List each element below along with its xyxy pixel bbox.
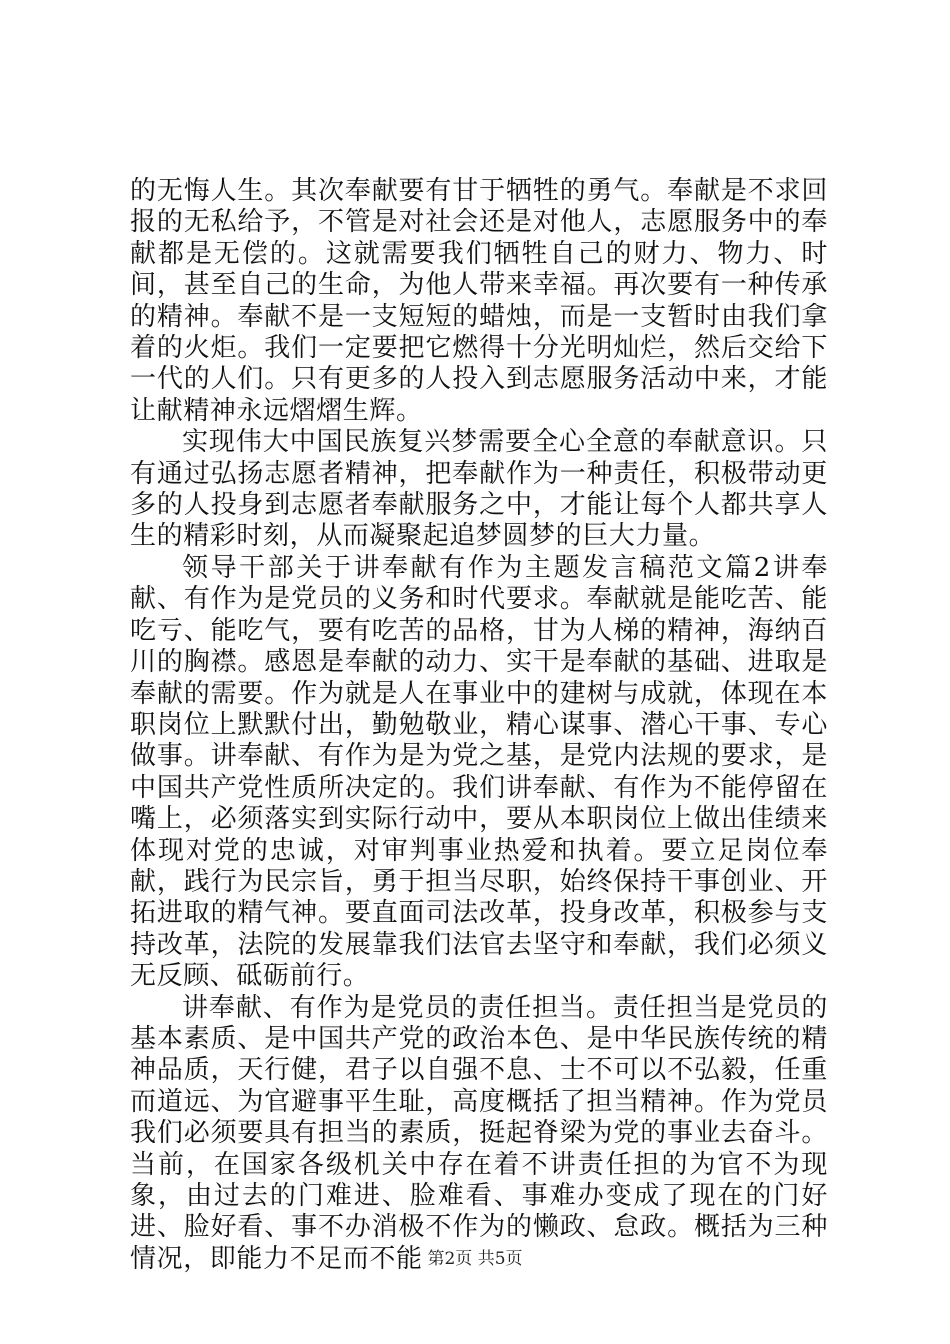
page-footer: 第2页 共5页 [427,1249,523,1269]
paragraph: 领导干部关于讲奉献有作为主题发言稿范文篇2讲奉献、有作为是党员的义务和时代要求。奉献就是能吃苦、能吃亏、能吃气，要有吃苦的品格，甘为人梯的精神，海纳百川的胸襟。感恩是奉献的动力、实干是奉献的基础、进取是奉献的需要。作为就是人在事业中的建树与成就，体现在本职岗位上默默付出，勤勉敬业，精心谋事、潜心干事、专心做事。讲奉献、有作为是为党之基，是党内法规的要求，是中国共产党性质所决定的。我们讲奉献、有作为不能停留在嘴上，必须落实到实际行动中，要从本职岗位上做出佳绩来体现对党的忠诚，对审判事业热爱和执着。要立足岗位奉献，践行为民宗旨，勇于担当尽职，始终保持干事创业、开拓进取的精气神。要直面司法改革，投身改革，积极参与支持改革，法院的发展靠我们法官去坚守和奉献，我们必须义无反顾、砥砺前行。 [130,552,828,992]
document-body [130,176,828,1275]
paragraph-continuation: 的无悔人生。其次奉献要有甘于牺牲的勇气。奉献是不求回报的无私给予，不管是对社会还是对他人，志愿服务中的奉献都是无偿的。这就需要我们牺牲自己的财力、物力、时间，甚至自己的生命，为他人带来幸福。再次要有一种传承的精神。奉献不是一支短短的蜡烛，而是一支暂时由我们拿着的火炬。我们一定要把它燃得十分光明灿烂，然后交给下一代的人们。只有更多的人投入到志愿服务活动中来，才能让献精神永远熠熠生辉。 [130,176,828,426]
paragraph: 实现伟大中国民族复兴梦需要全心全意的奉献意识。只有通过弘扬志愿者精神，把奉献作为一种责任，积极带动更多的人投身到志愿者奉献服务之中，才能让每个人都共享人生的精彩时刻，从而凝聚起追梦圆梦的巨大力量。 [130,427,828,552]
paragraph: 讲奉献、有作为是党员的责任担当。责任担当是党员的基本素质、是中国共产党的政治本色、是中华民族传统的精神品质，天行健，君子以自强不息、士不可以不弘毅，任重而道远、为官避事平生耻，高度概括了担当精神。作为党员我们必须要具有担当的素质，挺起脊梁为党的事业去奋斗。当前，在国家各级机关中存在着不讲责任担的为官不为现象，由过去的门难进、脸难看、事难办变成了现在的门好进、脸好看、事不办消极不作为的懒政、怠政。概括为三种情况，即能力不足而不能 [130,992,828,1274]
